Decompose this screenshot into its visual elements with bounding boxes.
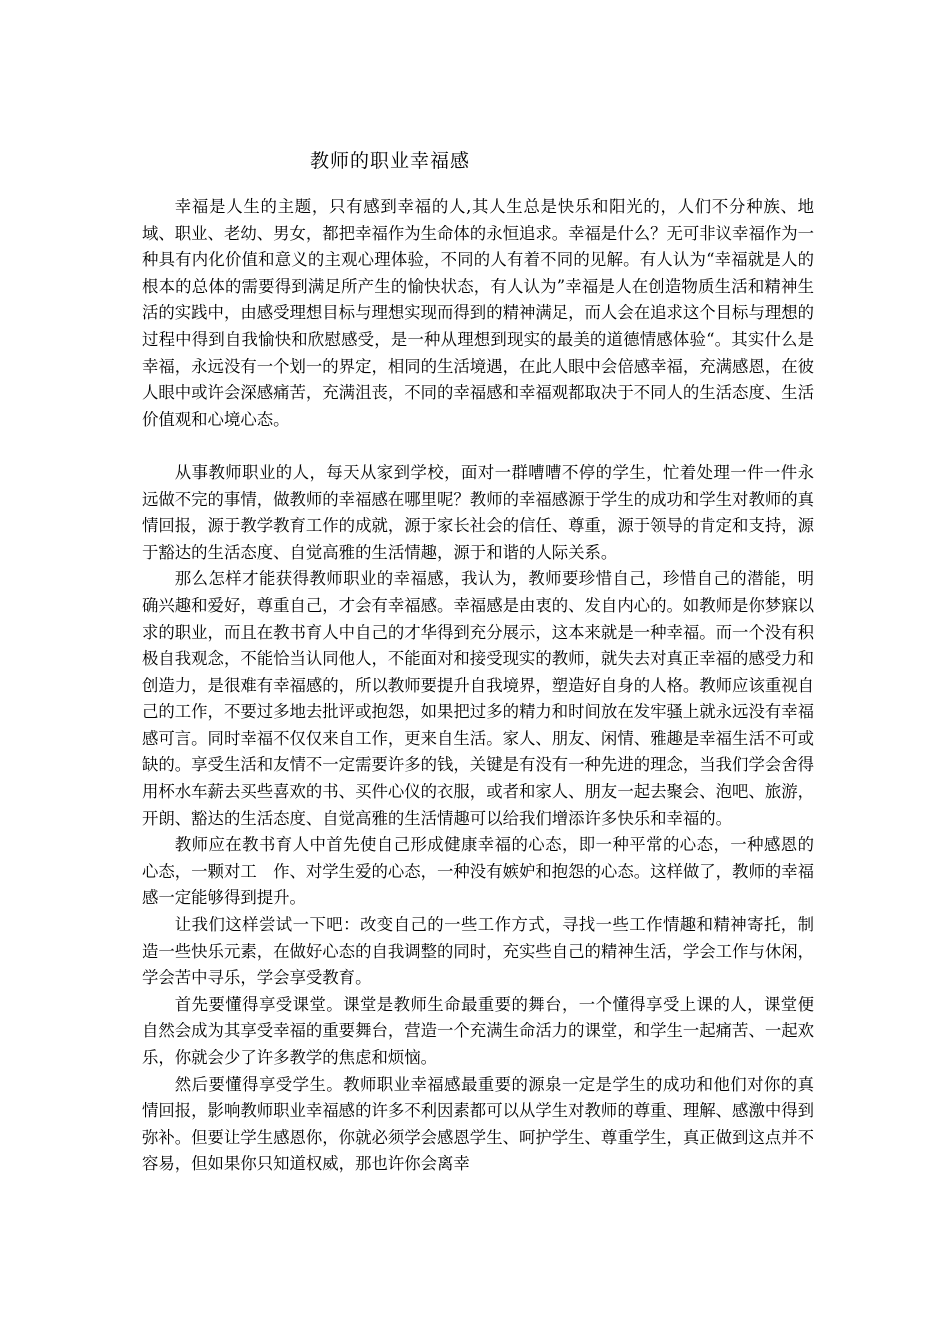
paragraph-healthy-mindset: 教师应在教书育人中首先使自己形成健康幸福的心态，即一种平常的心态，一种感恩的心态，一颗对工 作、对学生爱的心态，一种没有嫉妒和抱怨的心态。这样做了，教师的幸福感一定能够得到提升。	[142, 835, 815, 908]
paragraph-gap	[142, 433, 814, 460]
paragraph-try-changes: 让我们这样尝试一下吧：改变自己的一些工作方式，寻找一些工作情趣和精神寄托，制造一些快乐元素，在做好心态的自我调整的同时，充实些自己的精神生活，学会工作与休闲，学会苦中寻乐，学会享受教育。	[142, 915, 815, 988]
paragraph-definition-of-happiness: 幸福是人生的主题，只有感到幸福的人,其人生总是快乐和阳光的，人们不分种族、地域、职业、老幼、男女，都把幸福作为生命体的永恒追求。幸福是什么？无可非议幸福作为一种具有内化价值和意义的主观心理体验，不同的人有着不同的见解。有人认为“幸福就是人的根本的总体的需要得到满足所产生的愉快状态，有人认为”幸福是人在创造物质生活和精神生活的实践中，由感受理想目标与理想实现而得到的精神满足，而人会在追求这个目标与理想的过程中得到自我愉快和欣慰感受，是一种从理想到现实的最美的道德情感体验“。其实什么是幸福，永远没有一个划一的界定，相同的生活境遇，在此人眼中会倍感幸福，充满感恩，在彼人眼中或许会深感痛苦，充满沮丧，不同的幸福感和幸福观都取决于不同人的生活态度、生活价值观和心境心态。	[142, 197, 815, 429]
paragraph-sources-of-happiness: 从事教师职业的人，每天从家到学校，面对一群嘈嘈不停的学生，忙着处理一件一件永远做不完的事情，做教师的幸福感在哪里呢？教师的幸福感源于学生的成功和学生对教师的真情回报，源于教学教育工作的成就，源于家长社会的信任、尊重，源于领导的肯定和支持，源于豁达的生活态度、自觉高雅的生活情趣，源于和谐的人际关系。	[142, 462, 815, 562]
paragraph-how-to-gain-happiness: 那么怎样才能获得教师职业的幸福感，我认为，教师要珍惜自己，珍惜自己的潜能，明确兴趣和爱好，尊重自己，才会有幸福感。幸福感是由衷的、发自内心的。如教师是你梦寐以求的职业，而且在教书育人中自己的才华得到充分展示，这本来就是一种幸福。而一个没有积极自我观念，不能恰当认同他人，不能面对和接受现实的教师，就失去对真正幸福的感受力和创造力，是很难有幸福感的，所以教师要提升自我境界，塑造好自身的人格。教师应该重视自己的工作，不要过多地去批评或抱怨，如果把过多的精力和时间放在发牢骚上就永远没有幸福感可言。同时幸福不仅仅来自工作，更来自生活。家人、朋友、闲情、雅趣是幸福生活不可或缺的。享受生活和友情不一定需要许多的钱，关键是有没有一种先进的理念，当我们学会舍得用杯水车薪去买些喜欢的书、买件心仪的衣服，或者和家人、朋友一起去聚会、泡吧、旅游，开朗、豁达的生活态度、自觉高雅的生活情趣可以给我们增添许多快乐和幸福的。	[142, 569, 815, 828]
paragraph-enjoy-classroom: 首先要懂得享受课堂。课堂是教师生命最重要的舞台，一个懂得享受上课的人，课堂便自然会成为其享受幸福的重要舞台，营造一个充满生命活力的课堂，和学生一起痛苦、一起欢乐，你就会少了许多教学的焦虑和烦恼。	[142, 994, 815, 1067]
document-body	[142, 194, 814, 1178]
document-title: 教师的职业幸福感	[310, 150, 471, 172]
paragraph-enjoy-students: 然后要懂得享受学生。教师职业幸福感最重要的源泉一定是学生的成功和他们对你的真情回报，影响教师职业幸福感的许多不利因素都可以从学生对教师的尊重、理解、感激中得到弥补。但要让学生感恩你，你就必须学会感恩学生、呵护学生、尊重学生，真正做到这点并不容易，但如果你只知道权威，那也许你会离幸	[142, 1074, 815, 1174]
